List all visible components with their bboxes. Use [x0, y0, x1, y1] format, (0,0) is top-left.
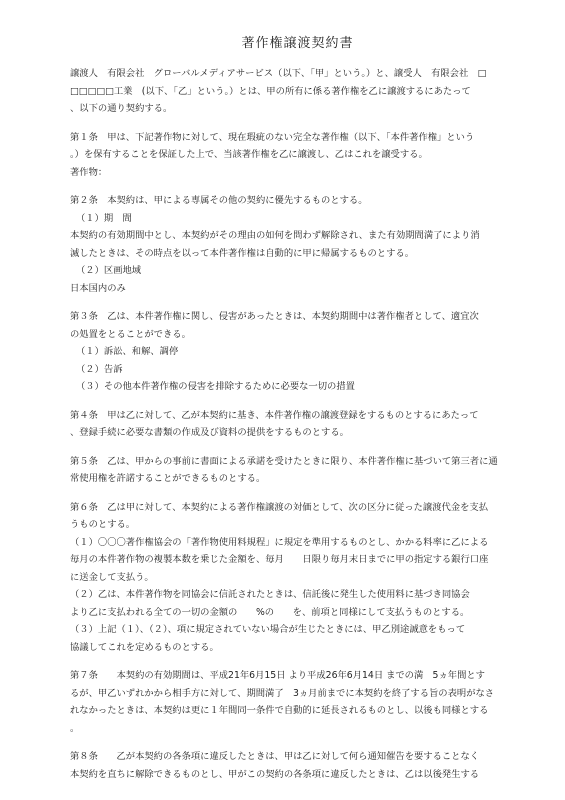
text-line: （１）訴訟、和解、調停	[76, 346, 179, 357]
article-4	[70, 407, 525, 442]
text-line: 第１条 甲は、下記著作物に対して、現在瑕疵のない完全な著作権（以下、「本件著作権」という	[70, 131, 475, 143]
text-line: 常使用権を許諾することができるものとする。	[70, 473, 266, 484]
text-line: に送金して支払う。	[70, 571, 154, 583]
article-3	[70, 308, 525, 396]
text-line: （３）上記（１）、（２）、項に規定されていない場合が生じたときには、甲乙別途誠意をもって	[70, 624, 466, 635]
text-line: 。	[70, 722, 80, 734]
article-5	[70, 453, 525, 488]
text-line: るが、甲乙いずれかから相手方に対して、期間満了 3ヵ月前までに本契約を終了する旨の表明がなさ	[70, 687, 495, 699]
text-line: 本契約の有効期間中とし、本契約がその理由の如何を問わず解除され、また有効期間満了により消	[70, 230, 480, 241]
text-line: 第４条 甲は乙に対して、乙が本契約に基き、本件著作権の譲渡登録をするものとするにあたって	[70, 409, 479, 421]
text-line: 第６条 乙は甲に対して、本契約による著作権譲渡の対価として、次の区分に従った譲渡代金を支払	[70, 501, 488, 513]
article-6	[70, 499, 525, 657]
text-line: □□□□□工業 (以下、「乙」という。）とは、甲の所有に係る著作権を乙に譲渡するにあたって	[70, 85, 471, 97]
text-line: の処置をとることができる。	[70, 328, 191, 340]
text-line: （１）〇〇〇著作権協会の「著作物使用料規程」に規定を準用するものとし、かかる料率に乙による	[70, 536, 489, 548]
text-line: 譲渡人 有限会社 グローバルメディアサービス（以下、「甲」という。）と、譲受人 有限会社 □	[70, 68, 487, 79]
text-line: より乙に支払われる全ての一切の金額の %の を、前項と同様にして支払うものとする。	[70, 606, 470, 618]
article-2	[70, 192, 525, 297]
text-line: 。）を保有することを保証した上で、当該著作権を乙に譲渡し、乙はこれを譲受する。	[70, 149, 428, 160]
text-line: うものとする。	[70, 519, 136, 530]
text-line: （２）乙は、本件著作物を同協会に信託されたときは、信託後に発生した使用料に基づき同協会	[70, 589, 470, 600]
text-line: れなかったときは、本契約は更に１年間同一条件で自動的に延長されるものとし、以後も同様とする	[70, 705, 489, 716]
text-line: 第３条 乙は、本件著作権に関し、侵害があったときは、本契約期間中は著作権者として、適宜次	[70, 311, 479, 322]
text-line: 第７条 本契約の有効期間は、平成21年6月15日 より平成26年6月14日 までの満 5ヵ年間とす	[70, 670, 485, 681]
text-line: 滅したときは、その時点を以って本件著作権は自動的に甲に帰属するものとする。	[70, 247, 414, 259]
text-line: 毎月の本件著作物の複製本数を乗じた金額を、毎月 日限り毎月末日までに甲の指定する銀行口座	[70, 554, 489, 565]
text-line: 本契約を直ちに解除できるものとし、甲がこの契約の各条項に違反したときは、乙は以後発生する	[70, 768, 480, 780]
text-line: 第８条 乙が本契約の各条項に違反したときは、甲は乙に対して何ら通知催告を要することなく	[70, 751, 480, 762]
text-line: （２）区画地域	[76, 265, 142, 276]
intro-section	[70, 65, 525, 118]
text-line: 日本国内のみ	[70, 282, 126, 294]
text-line: （３）その他本件著作権の侵害を排除するために必要な一切の措置	[76, 381, 355, 392]
text-line: 、以下の通り契約する。	[70, 103, 173, 114]
text-line: 第２条 本契約は、甲による専属その他の契約に優先するものとする。	[70, 195, 368, 206]
text-line: 協議してこれを定めるものとする。	[70, 641, 219, 653]
text-line: （１）期 間	[76, 212, 132, 224]
article-8	[70, 748, 525, 783]
document-title: 著作権譲渡契約書	[241, 36, 354, 51]
text-line: 第５条 乙は、甲からの事前に書面による承諾を受けたときに限り、本件著作権に基づいて第三者に通	[70, 455, 498, 467]
text-line: 、登録手続に必要な書類の作成及び資料の提供をするものとする。	[70, 427, 349, 438]
text-line: 著作物：	[70, 166, 108, 178]
text-line: （２）告訴	[76, 363, 123, 375]
article-7	[70, 667, 525, 737]
article-1	[70, 129, 525, 182]
